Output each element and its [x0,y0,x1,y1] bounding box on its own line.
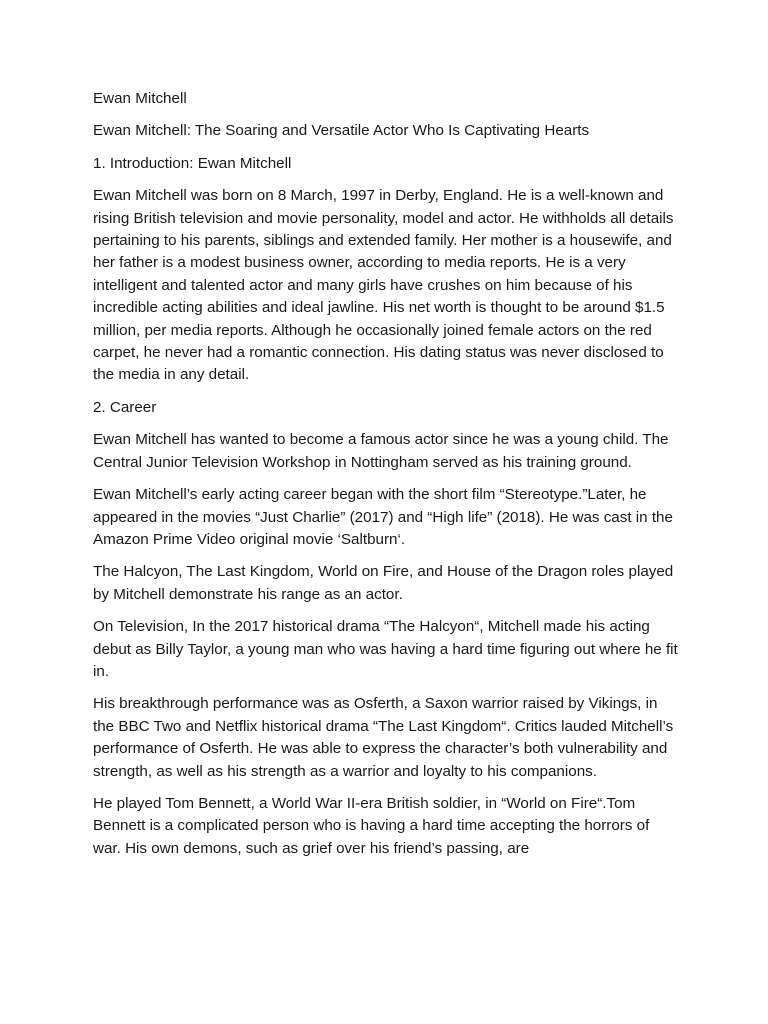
document-body [93,88,678,870]
paragraph-career-halcyon: On Television, In the 2017 historical drama “The Halcyon“, Mitchell made his acting debut as Billy Taylor, a young man who was having a hard time figuring out where he fit in. [93,618,678,680]
document-title: Ewan Mitchell [93,90,187,107]
paragraph-career-world-on-fire: He played Tom Bennett, a World War II-era British soldier, in “World on Fire“.Tom Bennett is a complicated person who is having a hard time accepting the horrors of war. His own demons, such as grief over his friend’s passing, are [93,794,650,857]
paragraph-career-range: The Halcyon, The Last Kingdom, World on Fire, and House of the Dragon roles played by Mitchell demonstrate his range as an actor. [93,563,674,603]
section-heading-introduction: 1. Introduction: Ewan Mitchell [93,154,292,172]
paragraph-introduction: Ewan Mitchell was born on 8 March, 1997 in Derby, England. He is a well-known and rising British television and movie personality, model and actor. He withholds all details pertaining to his parents, siblings and extended family. Her mother is a housewife, and her father is a modest business owner, according to media reports. He is a very intelligent and talented actor and many girls have crushes on him because of his incredible acting abilities and ideal jawline. His net worth is thought to be around $1.5 million, per media reports. Although he occasionally joined female actors on the red carpet, he never had a romantic connection. His dating status was never disclosed to the media in any detail. [93,187,674,384]
paragraph-career-early: Ewan Mitchell has wanted to become a famous actor since he was a young child. The Central Junior Television Workshop in Nottingham served as his training ground. [93,431,669,471]
paragraph-career-films: Ewan Mitchell’s early acting career began with the short film “Stereotype.”Later, he appeared in the movies “Just Charlie” (2017) and “High life” (2018). He was cast in the Amazon Prime Video original movie ‘Saltburn‘. [93,486,673,548]
paragraph-career-last-kingdom: His breakthrough performance was as Osferth, a Saxon warrior raised by Vikings, in the BBC Two and Netflix historical drama “The Last Kingdom“. Critics lauded Mitchell’s performance of Osferth. He was able to express the character’s both vulnerability and strength, as well as his strength as a warrior and loyalty to his companions. [93,695,674,780]
article-headline: Ewan Mitchell: The Soaring and Versatile Actor Who Is Captivating Hearts [93,122,590,140]
section-heading-career: 2. Career [93,398,157,416]
